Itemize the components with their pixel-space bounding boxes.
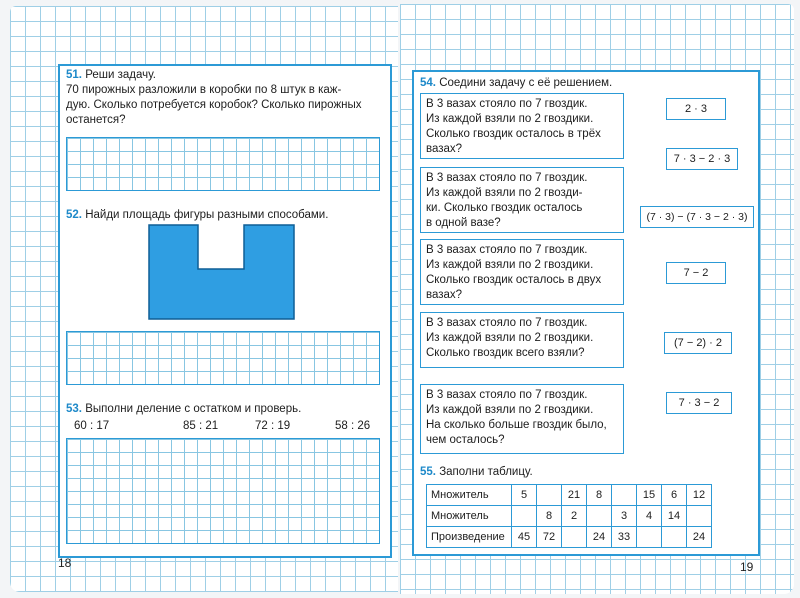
- problem-line: Из каждой взяли по 2 гвоздики.: [426, 332, 594, 344]
- u-shape-figure: [149, 225, 294, 319]
- page-number-right: 19: [740, 560, 754, 574]
- problem-line: В 3 вазах стояло по 7 гвоздик.: [426, 98, 588, 110]
- solution-card[interactable]: 2 · 3: [666, 98, 726, 120]
- table-cell[interactable]: 45: [512, 527, 537, 548]
- task-51-line: 70 пирожных разложили в коробки по 8 штук в каж-: [66, 84, 342, 96]
- page-number-left: 18: [58, 556, 72, 570]
- task-53-expression: 72 : 19: [255, 420, 291, 432]
- task-52: [66, 208, 384, 223]
- table-cell[interactable]: 6: [662, 485, 687, 506]
- table-cell[interactable]: 24: [587, 527, 612, 548]
- task-51-number: 51.: [66, 69, 82, 81]
- problem-line: В 3 вазах стояло по 7 гвоздик.: [426, 389, 588, 401]
- table-cell[interactable]: 72: [537, 527, 562, 548]
- solution-card[interactable]: (7 · 3) − (7 · 3 − 2 · 3): [640, 206, 754, 228]
- task-51-line: останется?: [66, 114, 126, 126]
- table-cell[interactable]: [512, 506, 537, 527]
- table-row: [427, 527, 712, 548]
- table-cell[interactable]: [687, 506, 712, 527]
- solution-card[interactable]: 7 − 2: [666, 262, 726, 284]
- task-52-answer-grid[interactable]: [66, 331, 380, 385]
- problem-line: Из каждой взяли по 2 гвозди-: [426, 187, 583, 199]
- task-51-line: дую. Сколько потребуется коробок? Сколько пирожных: [66, 99, 362, 111]
- task-54-title: Соедини задачу с её решением.: [439, 77, 613, 89]
- row-label: Множитель: [427, 506, 512, 527]
- table-cell[interactable]: 8: [587, 485, 612, 506]
- task-51-answer-grid[interactable]: [66, 137, 380, 191]
- problem-line: чем осталось?: [426, 434, 505, 446]
- problem-line: Из каждой взяли по 2 гвоздики.: [426, 113, 594, 125]
- problem-line: Из каждой взяли по 2 гвоздики.: [426, 259, 594, 271]
- table-row: [427, 485, 712, 506]
- problem-card[interactable]: [420, 384, 624, 454]
- task-55-table: [426, 484, 712, 548]
- table-cell[interactable]: [587, 506, 612, 527]
- table-cell[interactable]: [537, 485, 562, 506]
- table-cell[interactable]: 14: [662, 506, 687, 527]
- problem-line: В 3 вазах стояло по 7 гвоздик.: [426, 172, 588, 184]
- solution-card[interactable]: 7 · 3 − 2: [666, 392, 732, 414]
- task-53: [66, 402, 384, 417]
- task-51: [66, 68, 384, 128]
- problem-card[interactable]: [420, 93, 624, 159]
- task-53-answer-grid[interactable]: [66, 438, 380, 544]
- problem-line: Сколько гвоздик всего взяли?: [426, 347, 585, 359]
- task-53-number: 53.: [66, 403, 82, 415]
- task-55-title: Заполни таблицу.: [439, 466, 533, 478]
- task-52-title: Найди площадь фигуры разными способами.: [85, 209, 329, 221]
- table-cell[interactable]: 8: [537, 506, 562, 527]
- right-page: [400, 4, 794, 594]
- task-53-title: Выполни деление с остатком и проверь.: [85, 403, 302, 415]
- table-cell[interactable]: 3: [612, 506, 637, 527]
- task-53-expression: 60 : 17: [74, 420, 110, 432]
- problem-line: Из каждой взяли по 2 гвоздики.: [426, 404, 594, 416]
- table-cell[interactable]: [612, 485, 637, 506]
- problem-line: В 3 вазах стояло по 7 гвоздик.: [426, 317, 588, 329]
- task-54: [420, 76, 750, 91]
- solution-card[interactable]: (7 − 2) · 2: [664, 332, 732, 354]
- problem-line: В 3 вазах стояло по 7 гвоздик.: [426, 244, 588, 256]
- task-51-title: Реши задачу.: [85, 69, 156, 81]
- table-cell[interactable]: 5: [512, 485, 537, 506]
- table-cell[interactable]: [562, 527, 587, 548]
- task-55-number: 55.: [420, 466, 436, 478]
- task-53-expression: 85 : 21: [183, 420, 219, 432]
- problem-card[interactable]: [420, 239, 624, 305]
- table-cell[interactable]: 4: [637, 506, 662, 527]
- table-cell[interactable]: [637, 527, 662, 548]
- table-cell[interactable]: 21: [562, 485, 587, 506]
- table-row: [427, 506, 712, 527]
- task-54-number: 54.: [420, 77, 436, 89]
- problem-line: в одной вазе?: [426, 217, 501, 229]
- problem-card[interactable]: [420, 312, 624, 368]
- table-cell[interactable]: 12: [687, 485, 712, 506]
- left-page: [10, 6, 398, 592]
- table-cell[interactable]: 33: [612, 527, 637, 548]
- table-cell[interactable]: 2: [562, 506, 587, 527]
- problem-line: Сколько гвоздик осталось в трёх: [426, 128, 601, 140]
- problem-line: Сколько гвоздик осталось в двух: [426, 274, 602, 286]
- task-52-number: 52.: [66, 209, 82, 221]
- row-label: Множитель: [427, 485, 512, 506]
- table-cell[interactable]: 15: [637, 485, 662, 506]
- row-label: Произведение: [427, 527, 512, 548]
- problem-line: На сколько больше гвоздик было,: [426, 419, 607, 431]
- solution-card[interactable]: 7 · 3 − 2 · 3: [666, 148, 738, 170]
- task-55: [420, 465, 750, 480]
- problem-card[interactable]: [420, 167, 624, 233]
- table-cell[interactable]: 24: [687, 527, 712, 548]
- task-53-expression: 58 : 26: [335, 420, 371, 432]
- problem-line: ки. Сколько гвоздик осталось: [426, 202, 583, 214]
- problem-line: вазах?: [426, 289, 463, 301]
- table-cell[interactable]: [662, 527, 687, 548]
- problem-line: вазах?: [426, 143, 463, 155]
- task-52-figure: [148, 224, 298, 322]
